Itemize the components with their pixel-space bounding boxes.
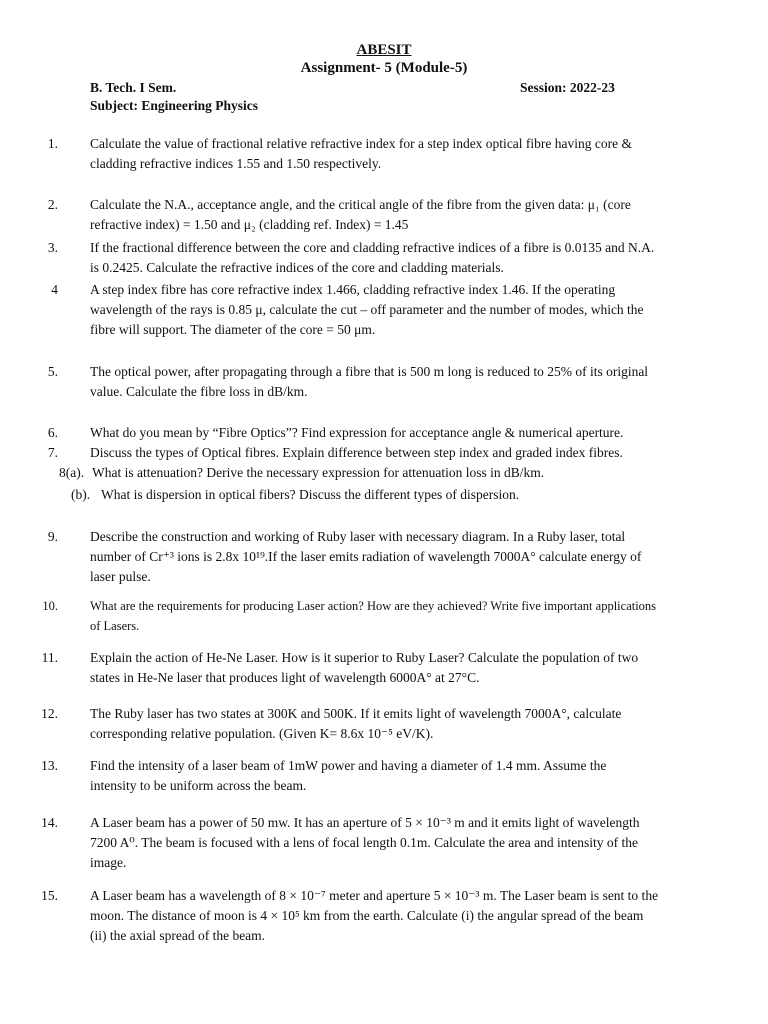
question-text-line: of Lasers. xyxy=(90,619,140,633)
question-text-line: states in He-Ne laser that produces light of wavelength 6000A° at 27°C. xyxy=(90,670,480,685)
assignment-title: Assignment- 5 (Module-5) xyxy=(300,60,468,76)
question-text-line: The optical power, after propagating through a fibre that is 500 m long is reduced to 25% of its original xyxy=(90,364,649,379)
question-text-line: cladding refractive indices 1.55 and 1.50 respectively. xyxy=(90,156,382,171)
question-text-line: value. Calculate the fibre loss in dB/km. xyxy=(90,384,308,399)
question-number: 8(a). xyxy=(59,465,85,480)
question-number: 1. xyxy=(47,136,58,151)
question-text-line: moon. The distance of moon is 4 × 10⁵ km from the earth. Calculate (i) the angular spread of the beam xyxy=(90,908,644,923)
question-number: 13. xyxy=(41,758,58,773)
question-text-line: Describe the construction and working of Ruby laser with necessary diagram. In a Ruby laser, total xyxy=(90,529,626,544)
question-text-line: corresponding relative population. (Given K= 8.6x 10⁻⁵ eV/K). xyxy=(90,726,434,741)
question-number: 11. xyxy=(41,650,58,665)
question-text-line: What are the requirements for producing Laser action? How are they achieved? Write five important applications xyxy=(90,599,657,613)
question-text-line: wavelength of the rays is 0.85 μ, calculate the cut – off parameter and the number of modes, which the xyxy=(90,302,644,317)
question-text-line: is 0.2425. Calculate the refractive indices of the core and cladding materials. xyxy=(90,260,504,275)
institution-title: ABESIT xyxy=(356,42,412,58)
question-text-line: number of Cr⁺³ ions is 2.8x 10¹⁹.If the laser emits radiation of wavelength 7000A° calculate energy of xyxy=(90,549,642,564)
question-number: 2. xyxy=(47,197,58,212)
question-number: 9. xyxy=(47,529,58,544)
question-text-line: Find the intensity of a laser beam of 1mW power and having a diameter of 1.4 mm. Assume the xyxy=(90,758,607,773)
question-text-line: Discuss the types of Optical fibres. Explain difference between step index and graded index fibres. xyxy=(90,445,623,460)
question-text-line: What do you mean by “Fibre Optics”? Find expression for acceptance angle & numerical aperture. xyxy=(90,425,624,440)
session-label: Session: 2022-23 xyxy=(520,80,615,95)
question-text-line: A step index fibre has core refractive index 1.466, cladding refractive index 1.46. If the operating xyxy=(90,282,616,297)
question-number: 14. xyxy=(41,815,58,830)
subject-label: Subject: Engineering Physics xyxy=(90,98,259,113)
question-text-line: What is dispersion in optical fibers? Discuss the different types of dispersion. xyxy=(101,487,520,502)
question-text-line: Calculate the N.A., acceptance angle, and the critical angle of the fibre from the given data: μ₁ (core xyxy=(90,197,631,212)
question-text-line: The Ruby laser has two states at 300K and 500K. If it emits light of wavelength 7000A°, calculate xyxy=(90,706,622,721)
question-text-line: Explain the action of He-Ne Laser. How is it superior to Ruby Laser? Calculate the population of two xyxy=(90,650,639,665)
question-text-line: laser pulse. xyxy=(90,569,151,584)
question-text-line: refractive index) = 1.50 and μ₂ (cladding ref. Index) = 1.45 xyxy=(90,217,409,232)
question-text-line: intensity to be uniform across the beam. xyxy=(90,778,307,793)
question-number: 12. xyxy=(41,706,58,721)
question-number: 3. xyxy=(47,240,58,255)
question-number: (b). xyxy=(71,487,91,502)
question-text-line: (ii) the axial spread of the beam. xyxy=(90,928,266,943)
question-text-line: If the fractional difference between the core and cladding refractive indices of a fibre is 0.0135 and N.A. xyxy=(90,240,655,255)
question-number: 10. xyxy=(42,599,58,613)
question-text-line: 7200 A⁰. The beam is focused with a lens of focal length 0.1m. Calculate the area and intensity of the xyxy=(90,835,639,850)
question-text-line: What is attenuation? Derive the necessary expression for attenuation loss in dB/km. xyxy=(92,465,545,480)
question-number: 7. xyxy=(47,445,58,460)
question-text-line: A Laser beam has a wavelength of 8 × 10⁻⁷ meter and aperture 5 × 10⁻³ m. The Laser beam is sent to the xyxy=(90,888,659,903)
question-number: 15. xyxy=(41,888,58,903)
question-number: 4 xyxy=(51,282,58,297)
question-text-line: fibre will support. The diameter of the core = 50 μm. xyxy=(90,322,376,337)
course-label: B. Tech. I Sem. xyxy=(90,80,177,95)
question-number: 6. xyxy=(47,425,58,440)
question-text-line: A Laser beam has a power of 50 mw. It has an aperture of 5 × 10⁻³ m and it emits light of wavelength xyxy=(90,815,640,830)
question-text-line: Calculate the value of fractional relative refractive index for a step index optical fibre having core & xyxy=(90,136,633,151)
question-number: 5. xyxy=(47,364,58,379)
question-text-line: image. xyxy=(90,855,127,870)
